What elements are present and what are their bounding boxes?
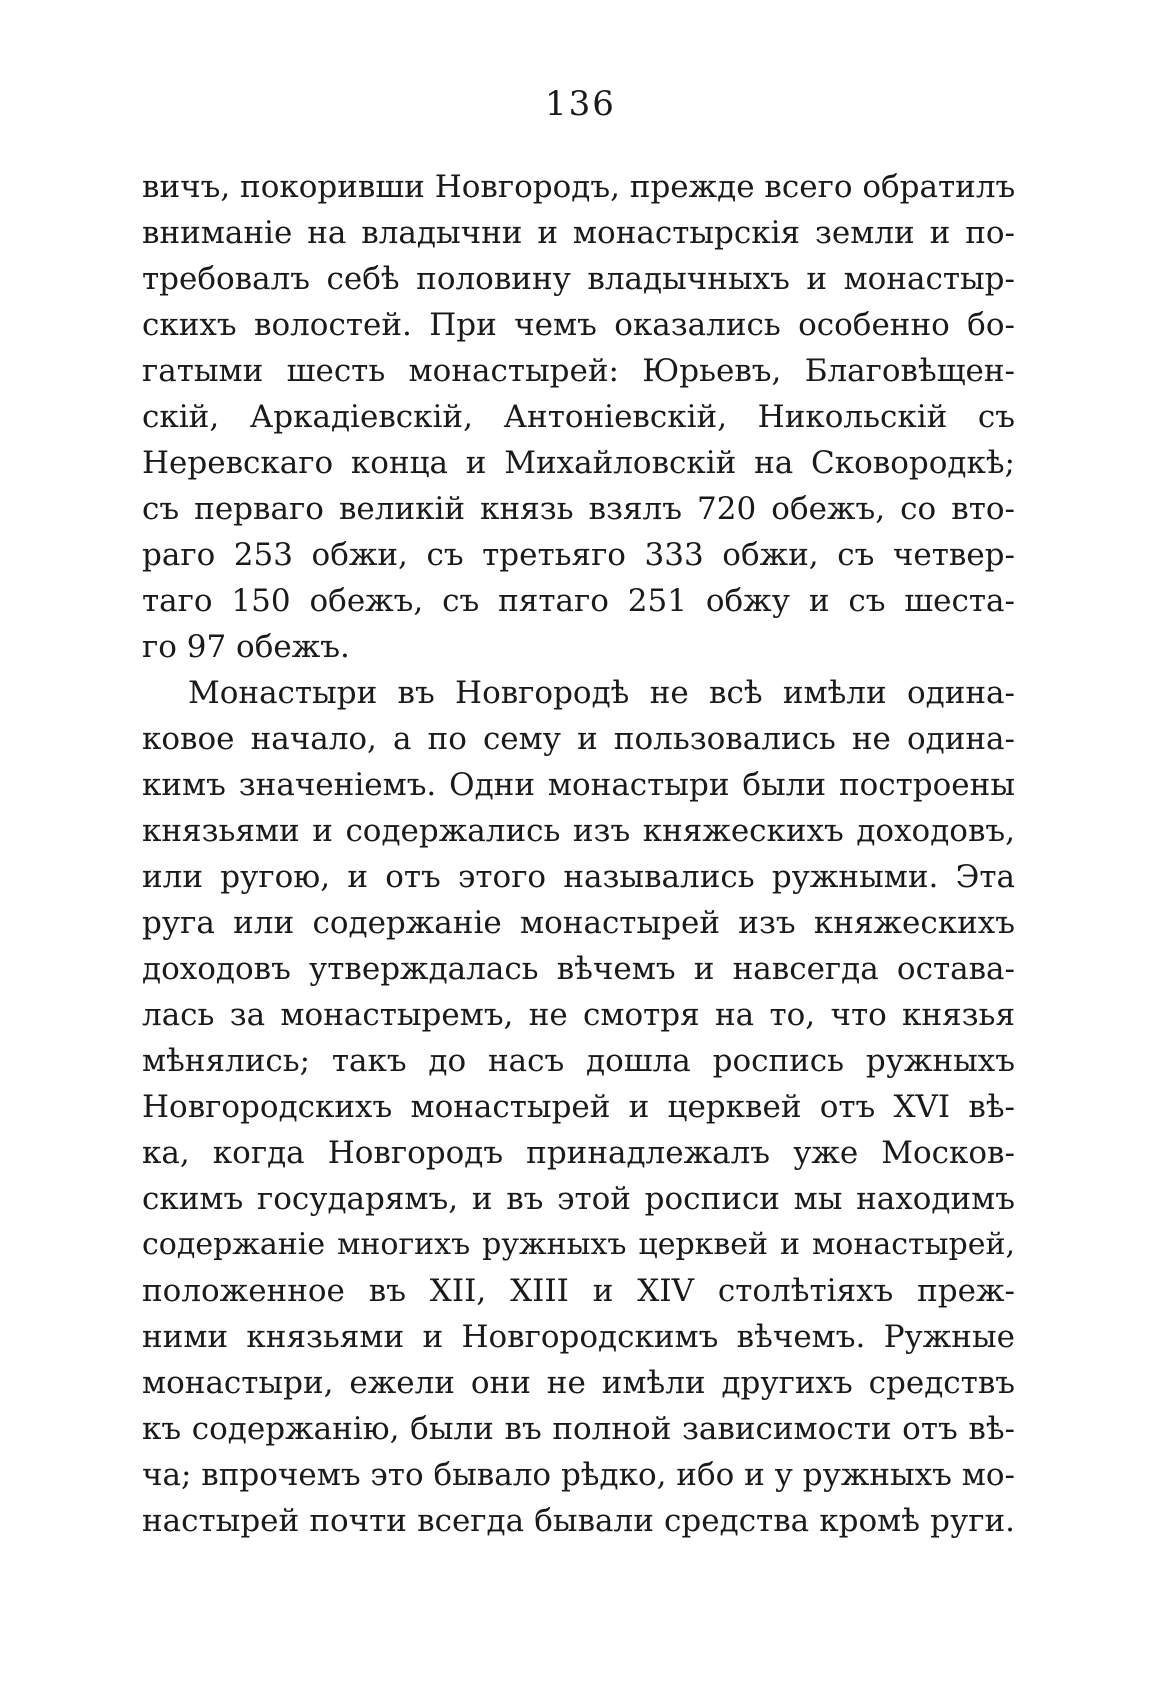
text-line: скимъ государямъ, и въ этой росписи мы находимъ — [142, 1181, 1015, 1217]
text-line: настырей почти всегда бывали средства кромѣ руги. — [142, 1503, 1015, 1539]
text-line: раго 253 обжи, съ третьяго 333 обжи, съ четвер- — [142, 537, 1015, 573]
text-line: ча; впрочемъ это бывало рѣдко, ибо и у ружныхъ мо- — [142, 1457, 1015, 1493]
text-line: Монастыри въ Новгородѣ не всѣ имѣли одина- — [188, 675, 1015, 711]
text-line: монастыри, ежели они не имѣли другихъ средствъ — [142, 1365, 1015, 1401]
text-line: требовалъ себѣ половину владычныхъ и монастыр- — [142, 261, 1015, 297]
text-line: кимъ значеніемъ. Одни монастыри были построены — [142, 767, 1015, 803]
text-line: Неревскаго конца и Михайловскій на Сковородкѣ; — [142, 445, 1015, 481]
text-line: ними князьями и Новгородскимъ вѣчемъ. Ружные — [142, 1319, 1015, 1355]
paragraph-2 — [142, 670, 1015, 1544]
body-text — [142, 164, 1015, 1544]
text-line: мѣнялись; такъ до насъ дошла роспись ружныхъ — [142, 1043, 1015, 1079]
text-line: содержаніе многихъ ружныхъ церквей и монастырей, — [142, 1227, 1015, 1262]
text-line: вниманіе на владычни и монастырскія земли и по- — [142, 215, 1015, 251]
text-line: гатыми шесть монастырей: Юрьевъ, Благовѣщен- — [142, 353, 1015, 389]
paragraph-1 — [142, 164, 1015, 670]
text-line: князьями и содержались изъ княжескихъ доходовъ, — [142, 813, 1015, 849]
text-line: ковое начало, а по сему и пользовались не одина- — [142, 721, 1015, 757]
text-line: таго 150 обежъ, съ пятаго 251 обжу и съ шеста- — [142, 583, 1015, 619]
text-line: ка, когда Новгородъ принадлежалъ уже Москов- — [142, 1135, 1015, 1171]
text-line: съ перваго великій князь взялъ 720 обежъ, со вто- — [142, 491, 1015, 527]
text-line: скій, Аркадіевскій, Антоніевскій, Никольскій съ — [142, 399, 1015, 435]
text-line: или ругою, и отъ этого назывались ружными. Эта — [142, 859, 1015, 895]
text-line: Новгородскихъ монастырей и церквей отъ XVI вѣ- — [142, 1089, 1015, 1125]
text-line: вичъ, покоривши Новгородъ, прежде всего обратилъ — [142, 169, 1015, 205]
text-line: лась за монастыремъ, не смотря на то, что князья — [142, 997, 1015, 1033]
text-line: руга или содержаніе монастырей изъ княжескихъ — [142, 905, 1015, 941]
text-line: скихъ волостей. При чемъ оказались особенно бо- — [142, 307, 1015, 343]
page-number: 136 — [545, 84, 616, 124]
text-line: го 97 обежъ. — [142, 629, 350, 665]
text-line: положенное въ XII, XIII и XIV столѣтіяхъ преж- — [142, 1273, 1015, 1309]
text-line: доходовъ утверждалась вѣчемъ и навсегда остава- — [142, 951, 1015, 987]
text-line: къ содержанію, были въ полной зависимости отъ вѣ- — [142, 1411, 1015, 1447]
